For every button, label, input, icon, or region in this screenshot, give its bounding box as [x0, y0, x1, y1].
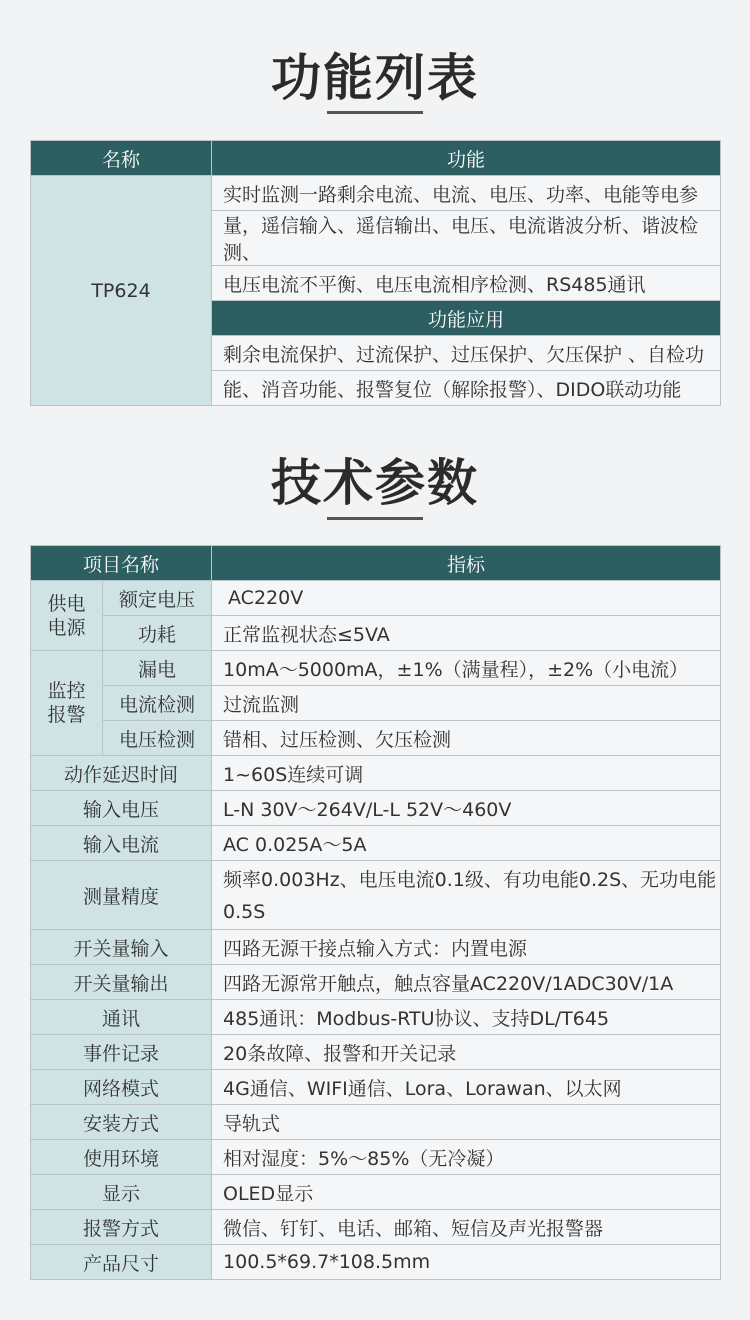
header-item-name: 项目名称 — [31, 546, 212, 581]
spec-row-value: 1~60S连续可调 — [212, 756, 721, 791]
specs-title: 技术参数 — [271, 454, 479, 512]
spec-row-value: 20条故障、报警和开关记录 — [212, 1035, 721, 1070]
accuracy-name: 测量精度 — [31, 861, 212, 930]
spec-row-value: 100.5*69.7*108.5mm — [212, 1245, 721, 1280]
spec-row-name: 开关量输出 — [31, 965, 212, 1000]
spec-table-header — [31, 546, 721, 581]
spec-row-name: 显示 — [31, 1175, 212, 1210]
voltage-detect-label: 电压检测 — [103, 721, 212, 756]
spec-row — [31, 1245, 721, 1280]
spec-row-name: 产品尺寸 — [31, 1245, 212, 1280]
function-line-1: 实时监测一路剩余电流、电流、电压、功率、电能等电参 — [212, 176, 721, 211]
spec-row — [31, 1070, 721, 1105]
functions-title: 功能列表 — [271, 49, 479, 107]
function-table-header — [31, 141, 721, 176]
spec-row — [31, 1210, 721, 1245]
monitor-group-label: 监控报警 — [31, 651, 103, 756]
accuracy-line-2: 0.5S — [212, 895, 721, 930]
functions-title-underline — [327, 111, 423, 114]
spec-row-name: 报警方式 — [31, 1210, 212, 1245]
leakage-value: 10mA～5000mA，±1%（满量程），±2%（小电流） — [212, 651, 721, 686]
spec-row — [31, 1140, 721, 1175]
consumption-value: 正常监视状态≤5VA — [212, 616, 721, 651]
header-function: 功能 — [212, 141, 721, 176]
rated-voltage-value: AC220V — [212, 581, 721, 616]
accuracy-line-1: 频率0.003Hz、电压电流0.1级、有功电能0.2S、无功电能 — [212, 861, 721, 896]
power-group-label: 供电电源 — [31, 581, 103, 651]
spec-row-name: 网络模式 — [31, 1070, 212, 1105]
spec-row-name: 事件记录 — [31, 1035, 212, 1070]
spec-row-value: 四路无源常开触点，触点容量AC220V/1ADC30V/1A — [212, 965, 721, 1000]
current-detect-value: 过流监测 — [212, 686, 721, 721]
spec-row-value: 4G通信、WIFI通信、Lora、Lorawan、以太网 — [212, 1070, 721, 1105]
spec-row-value: AC 0.025A～5A — [212, 826, 721, 861]
consumption-label: 功耗 — [103, 616, 212, 651]
spec-row-value: 485通讯：Modbus-RTU协议、支持DL/T645 — [212, 1000, 721, 1035]
spec-row-name: 动作延迟时间 — [31, 756, 212, 791]
rated-voltage-label: 额定电压 — [103, 581, 212, 616]
model-cell: TP624 — [31, 176, 212, 406]
spec-row — [31, 965, 721, 1000]
header-name: 名称 — [31, 141, 212, 176]
spec-row-value: L-N 30V～264V/L-L 52V～460V — [212, 791, 721, 826]
specs-title-underline — [327, 517, 423, 520]
function-line-3: 电压电流不平衡、电压电流相序检测、RS485通讯 — [212, 266, 721, 301]
spec-row — [31, 1000, 721, 1035]
header-indicator: 指标 — [212, 546, 721, 581]
application-line-1: 剩余电流保护、过流保护、过压保护、欠压保护 、自检功 — [212, 336, 721, 371]
voltage-detect-value: 错相、过压检测、欠压检测 — [212, 721, 721, 756]
spec-row-name: 安装方式 — [31, 1105, 212, 1140]
spec-row — [31, 1035, 721, 1070]
spec-row-value: 相对湿度：5%～85%（无冷凝） — [212, 1140, 721, 1175]
spec-row-accuracy — [31, 861, 721, 896]
spec-row — [31, 930, 721, 965]
application-line-2: 能、消音功能、报警复位（解除报警）、DIDO联动功能 — [212, 371, 721, 406]
spec-row — [31, 1105, 721, 1140]
application-header: 功能应用 — [212, 301, 721, 336]
spec-row-value: OLED显示 — [212, 1175, 721, 1210]
current-detect-label: 电流检测 — [103, 686, 212, 721]
spec-row — [31, 791, 721, 826]
spec-row-name: 输入电压 — [31, 791, 212, 826]
function-table — [30, 140, 721, 406]
spec-row-name: 使用环境 — [31, 1140, 212, 1175]
spec-row-name: 输入电流 — [31, 826, 212, 861]
spec-row-name: 通讯 — [31, 1000, 212, 1035]
spec-row-value: 导轨式 — [212, 1105, 721, 1140]
leakage-label: 漏电 — [103, 651, 212, 686]
spec-table — [30, 545, 721, 1280]
spec-row-value: 四路无源干接点输入方式：内置电源 — [212, 930, 721, 965]
spec-row — [31, 1175, 721, 1210]
function-line-2: 量，遥信输入、遥信输出、电压、电流谐波分析、谐波检测、 — [212, 211, 721, 266]
spec-row — [31, 756, 721, 791]
spec-row-value: 微信、钉钉、电话、邮箱、短信及声光报警器 — [212, 1210, 721, 1245]
spec-row — [31, 826, 721, 861]
spec-row-name: 开关量输入 — [31, 930, 212, 965]
